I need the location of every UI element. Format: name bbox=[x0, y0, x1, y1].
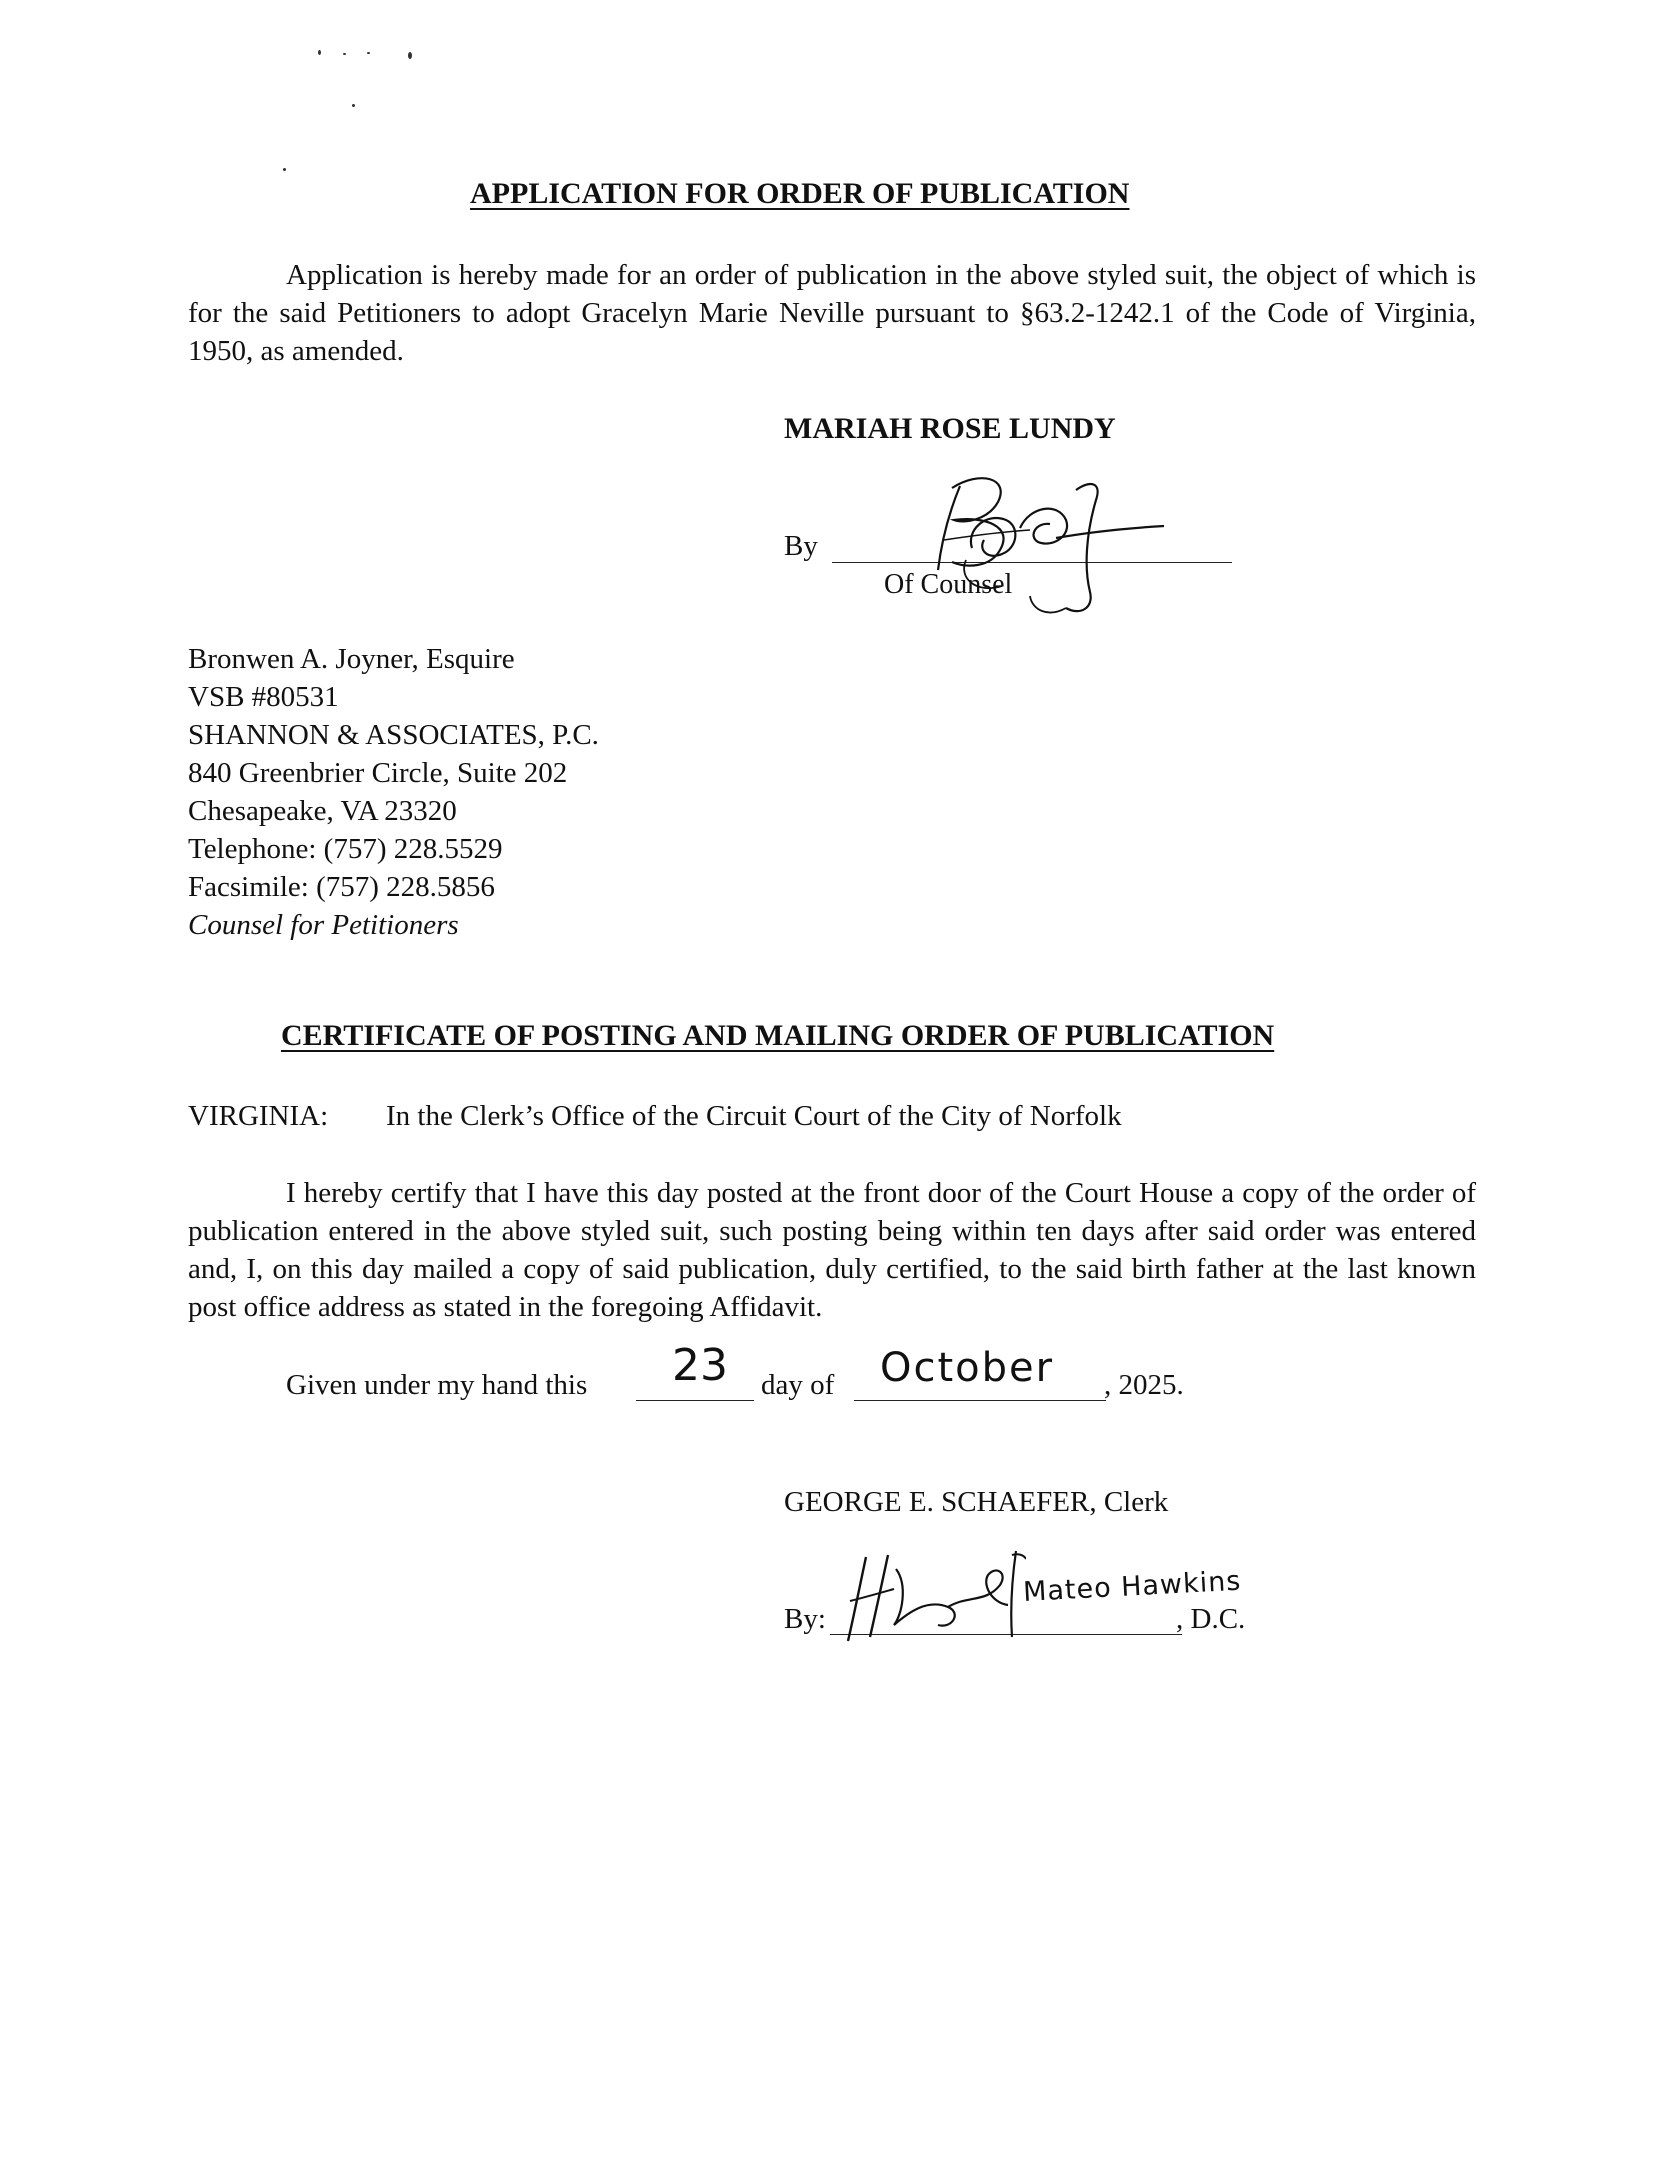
venue-label: VIRGINIA: bbox=[188, 1100, 329, 1132]
counsel-role: Counsel for Petitioners bbox=[188, 909, 459, 941]
day-of-label: day of bbox=[761, 1369, 835, 1401]
counsel-signature bbox=[880, 450, 1180, 630]
certificate-title: CERTIFICATE OF POSTING AND MAILING ORDER OF PUBLICATION bbox=[281, 1019, 1275, 1052]
day-line bbox=[636, 1400, 754, 1401]
counsel-name: Bronwen A. Joyner, Esquire bbox=[188, 643, 515, 675]
venue-text: In the Clerk’s Office of the Circuit Court of the City of Norfolk bbox=[386, 1100, 1122, 1132]
counsel-block bbox=[188, 640, 599, 944]
deputy-signature-name: Mateo Hawkins bbox=[1022, 1565, 1243, 1608]
of-counsel-label: Of Counsel bbox=[884, 569, 1013, 600]
application-by-label: By bbox=[784, 530, 818, 562]
counsel-telephone: Telephone: (757) 228.5529 bbox=[188, 833, 503, 865]
clerk-name: GEORGE E. SCHAEFER, Clerk bbox=[784, 1486, 1169, 1518]
certificate-body: I hereby certify that I have this day posted at the front door of the Court House a copy of the order of publication entered in the above styled suit, such posting being within ten days after said order was entered and, I, on this day mailed a copy of said publication, duly certified, to the said birth father at the last known post office address as stated in the foregoing Affidavit. bbox=[188, 1177, 1476, 1323]
application-title: APPLICATION FOR ORDER OF PUBLICATION bbox=[470, 177, 1130, 210]
counsel-address-line2: Chesapeake, VA 23320 bbox=[188, 795, 457, 827]
deputy-suffix: , D.C. bbox=[1176, 1603, 1246, 1635]
month-value: October bbox=[880, 1345, 1055, 1391]
clerk-by-label: By: bbox=[784, 1603, 826, 1635]
counsel-facsimile: Facsimile: (757) 228.5856 bbox=[188, 871, 495, 903]
year-suffix: , 2025. bbox=[1104, 1369, 1184, 1401]
petitioner-name: MARIAH ROSE LUNDY bbox=[784, 412, 1116, 445]
month-line bbox=[854, 1400, 1106, 1401]
deputy-signature bbox=[836, 1545, 1026, 1650]
counsel-vsb: VSB #80531 bbox=[188, 681, 339, 713]
day-value: 23 bbox=[672, 1340, 728, 1391]
counsel-address-line1: 840 Greenbrier Circle, Suite 202 bbox=[188, 757, 568, 789]
counsel-firm: SHANNON & ASSOCIATES, P.C. bbox=[188, 719, 599, 751]
application-body: Application is hereby made for an order of publication in the above styled suit, the object of which is for the said Petitioners to adopt Gracelyn Marie Neville pursuant to §63.2-1242.1 of the Code of Virginia, 1950, as amended. bbox=[188, 259, 1476, 367]
given-prefix: Given under my hand this bbox=[286, 1369, 588, 1401]
